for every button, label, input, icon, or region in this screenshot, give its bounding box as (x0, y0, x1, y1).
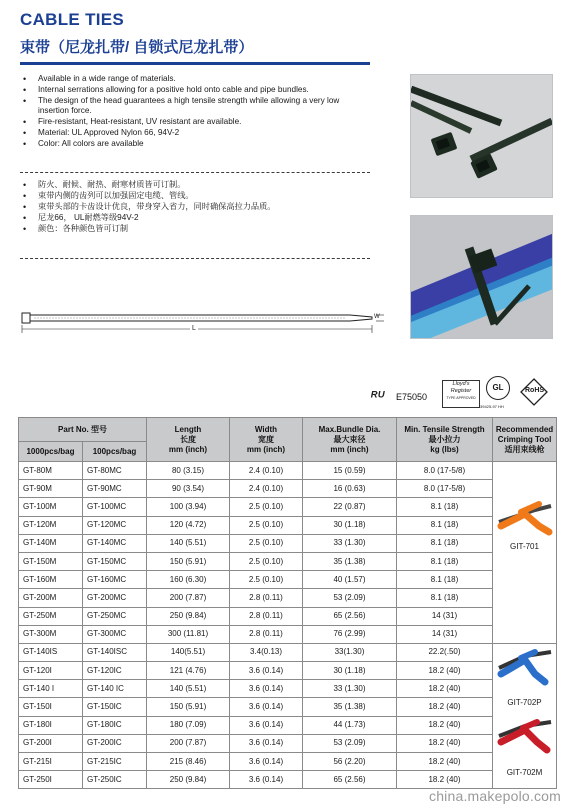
tensile-cell: 22.2(.50) (397, 643, 493, 661)
header-tool (493, 418, 557, 462)
header-bundle-en: Max.Bundle Dia. (318, 424, 381, 434)
table-row (19, 771, 557, 789)
gl-logo: GL (486, 376, 510, 400)
bundle-cell: 40 (1.57) (303, 571, 397, 589)
length-cell: 120 (4.72) (147, 516, 230, 534)
width-cell: 3.6 (0.14) (230, 753, 303, 771)
part-no-1000: GT-215I (19, 753, 83, 771)
header-width-unit: mm (inch) (246, 444, 286, 454)
header-tool-en2: Crimping Tool (497, 434, 552, 444)
bundle-cell: 56 (2.20) (303, 753, 397, 771)
tensile-cell: 14 (31) (397, 607, 493, 625)
part-no-1000: GT-100M (19, 498, 83, 516)
width-cell: 2.4 (0.10) (230, 462, 303, 480)
bundle-cell: 33(1.30) (303, 643, 397, 661)
feature-cn-item: • 束带内侧的齿列可以加强固定电缆、管线。 (20, 191, 372, 201)
part-no-100: GT-140MC (83, 534, 147, 552)
tensile-cell: 18.2 (40) (397, 716, 493, 734)
tool-cell-git-702 (493, 643, 557, 789)
tensile-cell: 8.1 (18) (397, 498, 493, 516)
watermark: china.makepolo.com (429, 788, 561, 804)
part-no-1000: GT-160M (19, 571, 83, 589)
length-cell: 215 (8.46) (147, 753, 230, 771)
part-no-100: GT-80MC (83, 462, 147, 480)
header-pack-1000: 1000pcs/bag (19, 442, 83, 462)
tensile-cell: 8.0 (17-5/8) (397, 480, 493, 498)
part-no-100: GT-200IC (83, 734, 147, 752)
part-no-100: GT-150IC (83, 698, 147, 716)
table-row (19, 753, 557, 771)
bundle-cell: 33 (1.30) (303, 534, 397, 552)
table-row (19, 462, 557, 480)
rohs-label: RoHS (525, 387, 545, 394)
header-length (147, 418, 230, 462)
part-no-100: GT-250MC (83, 607, 147, 625)
header-bundle-cn: 最大束径 (333, 434, 366, 444)
tensile-cell: 14 (31) (397, 625, 493, 643)
part-no-100: GT-160MC (83, 571, 147, 589)
part-no-100: GT-120IC (83, 662, 147, 680)
tensile-cell: 8.1 (18) (397, 516, 493, 534)
header-bundle (303, 418, 397, 462)
width-cell: 2.5 (0.10) (230, 498, 303, 516)
table-row (19, 534, 557, 552)
tensile-cell: 18.2 (40) (397, 662, 493, 680)
width-cell: 2.8 (0.11) (230, 625, 303, 643)
bundle-cell: 22 (0.87) (303, 498, 397, 516)
header-tensile-en: Min. Tensile Strength (404, 424, 485, 434)
header-width (230, 418, 303, 462)
table-row (19, 716, 557, 734)
part-no-1000: GT-90M (19, 480, 83, 498)
part-no-1000: GT-250M (19, 607, 83, 625)
header-length-cn: 长度 (180, 434, 196, 444)
feature-en-item: • Internal serrations allowing for a positive hold onto cable and pipe bundles. (20, 85, 372, 95)
table-row (19, 625, 557, 643)
cable-ties-photo (410, 74, 553, 198)
lloyds-line1: Lloyd's (452, 381, 470, 387)
header-tensile (397, 418, 493, 462)
length-cell: 140 (5.51) (147, 534, 230, 552)
table-row (19, 552, 557, 570)
width-label: W (374, 314, 380, 320)
tool-cell-git-701 (493, 462, 557, 644)
header-width-cn: 宽度 (258, 434, 274, 444)
header-tensile-unit: kg (lbs) (430, 444, 459, 454)
bundle-cell: 35 (1.38) (303, 698, 397, 716)
length-cell: 200 (7.87) (147, 734, 230, 752)
divider (20, 258, 370, 259)
tensile-cell: 8.1 (18) (397, 571, 493, 589)
table-row (19, 571, 557, 589)
table-row (19, 498, 557, 516)
part-no-100: GT-215IC (83, 753, 147, 771)
length-cell: 250 (9.84) (147, 771, 230, 789)
width-cell: 3.6 (0.14) (230, 716, 303, 734)
length-cell: 160 (6.30) (147, 571, 230, 589)
features-cn-list (20, 180, 372, 235)
length-label: L (192, 325, 196, 332)
crimping-tool-red-icon (495, 714, 555, 754)
bundle-cell: 30 (1.18) (303, 516, 397, 534)
tool-label: GIT-702M (506, 767, 543, 777)
table-row (19, 607, 557, 625)
length-cell: 140(5.51) (147, 643, 230, 661)
tensile-cell: 8.1 (18) (397, 589, 493, 607)
table-row (19, 662, 557, 680)
feature-cn-item: • 尼龙66， UL耐燃等级94V-2 (20, 213, 372, 223)
tool-label: GIT-702P (507, 697, 542, 707)
length-cell: 100 (3.94) (147, 498, 230, 516)
lloyds-line3: TYPE APPROVED (446, 396, 476, 400)
width-cell: 2.5 (0.10) (230, 534, 303, 552)
length-cell: 150 (5.91) (147, 552, 230, 570)
tensile-cell: 8.1 (18) (397, 534, 493, 552)
part-no-1000: GT-80M (19, 462, 83, 480)
ul-number: E75050 (396, 392, 428, 402)
width-cell: 2.8 (0.11) (230, 589, 303, 607)
feature-en-item: • Color: All colors are available (20, 139, 372, 149)
header-length-unit: mm (inch) (168, 444, 208, 454)
tensile-cell: 18.2 (40) (397, 680, 493, 698)
bundle-cell: 33 (1.30) (303, 680, 397, 698)
width-cell: 3.6 (0.14) (230, 734, 303, 752)
tool-label: GIT-701 (510, 542, 539, 551)
width-cell: 3.6 (0.14) (230, 680, 303, 698)
part-no-1000: GT-300M (19, 625, 83, 643)
part-no-100: GT-100MC (83, 498, 147, 516)
bundle-cell: 65 (2.56) (303, 771, 397, 789)
feature-cn-item: • 防火、耐候、耐热、耐寒材质皆可订制。 (20, 180, 372, 190)
bundle-cell: 76 (2.99) (303, 625, 397, 643)
spec-table (18, 417, 557, 789)
tensile-cell: 18.2 (40) (397, 698, 493, 716)
title-cn: 束带（尼龙扎带/ 自锁式尼龙扎带） (20, 39, 254, 56)
bundle-cell: 53 (2.09) (303, 734, 397, 752)
bundled-cables-photo (410, 215, 553, 339)
bundle-cell: 35 (1.38) (303, 552, 397, 570)
bundle-cell: 30 (1.18) (303, 662, 397, 680)
part-no-100: GT-200MC (83, 589, 147, 607)
width-cell: 3.6 (0.14) (230, 698, 303, 716)
part-no-1000: GT-120M (19, 516, 83, 534)
length-cell: 250 (9.84) (147, 607, 230, 625)
crimping-tool-blue-icon (495, 646, 555, 686)
features-en-list (20, 74, 372, 150)
width-cell: 2.5 (0.10) (230, 571, 303, 589)
feature-cn-item: • 颜色：各种颜色皆可订制 (20, 224, 372, 234)
tensile-cell: 8.0 (17-5/8) (397, 462, 493, 480)
part-no-100: GT-300MC (83, 625, 147, 643)
header-length-en: Length (174, 424, 202, 434)
ul-logo-icon: ᴿᵁ (370, 388, 385, 404)
tensile-cell: 18.2 (40) (397, 734, 493, 752)
part-no-100: GT-250IC (83, 771, 147, 789)
length-cell: 80 (3.15) (147, 462, 230, 480)
part-no-1000: GT-140M (19, 534, 83, 552)
header-bundle-unit: mm (inch) (330, 444, 369, 454)
table-row (19, 480, 557, 498)
header-part-no: Part No. 型号 (19, 418, 147, 442)
part-no-100: GT-180IC (83, 716, 147, 734)
length-cell: 90 (3.54) (147, 480, 230, 498)
width-cell: 2.5 (0.10) (230, 552, 303, 570)
tensile-cell: 18.2 (40) (397, 753, 493, 771)
header-width-en: Width (254, 424, 278, 434)
feature-cn-item: • 束带头部的卡齿设计优良，带身穿入省力，同时确保高拉力品质。 (20, 202, 372, 212)
length-cell: 150 (5.91) (147, 698, 230, 716)
gl-sub-label: 39425-97 HH (480, 404, 504, 409)
tensile-cell: 18.2 (40) (397, 771, 493, 789)
bundle-cell: 15 (0.59) (303, 462, 397, 480)
divider (20, 172, 370, 173)
bundle-cell: 44 (1.73) (303, 716, 397, 734)
certification-logos (370, 374, 556, 414)
length-cell: 121 (4.76) (147, 662, 230, 680)
table-row (19, 516, 557, 534)
header-tool-en1: Recommended (495, 424, 554, 434)
lloyds-register-logo (442, 380, 480, 408)
part-no-100: GT-140 IC (83, 680, 147, 698)
width-cell: 3.4(0.13) (230, 643, 303, 661)
length-cell: 300 (11.81) (147, 625, 230, 643)
feature-en-item: • Available in a wide range of materials. (20, 74, 372, 84)
width-cell: 3.6 (0.14) (230, 771, 303, 789)
width-cell: 2.8 (0.11) (230, 607, 303, 625)
part-no-1000: GT-250I (19, 771, 83, 789)
bundle-cell: 53 (2.09) (303, 589, 397, 607)
length-cell: 200 (7.87) (147, 589, 230, 607)
header-pack-100: 100pcs/bag (83, 442, 147, 462)
part-no-100: GT-90MC (83, 480, 147, 498)
tensile-cell: 8.1 (18) (397, 552, 493, 570)
rohs-logo (520, 378, 548, 406)
bundle-cell: 16 (0.63) (303, 480, 397, 498)
length-cell: 180 (7.09) (147, 716, 230, 734)
part-no-1000: GT-200I (19, 734, 83, 752)
crimping-tool-orange-icon (495, 496, 555, 536)
header-tensile-cn: 最小拉力 (428, 434, 461, 444)
width-cell: 2.5 (0.10) (230, 516, 303, 534)
width-cell: 3.6 (0.14) (230, 662, 303, 680)
part-no-100: GT-150MC (83, 552, 147, 570)
part-no-100: GT-140ISC (83, 643, 147, 661)
cable-tie-diagram (20, 305, 385, 335)
title-en: CABLE TIES (20, 10, 125, 29)
bundle-cell: 65 (2.56) (303, 607, 397, 625)
length-cell: 140 (5.51) (147, 680, 230, 698)
part-no-1000: GT-140 I (19, 680, 83, 698)
lloyds-line2: Register (450, 388, 472, 394)
part-no-1000: GT-150M (19, 552, 83, 570)
width-cell: 2.4 (0.10) (230, 480, 303, 498)
part-no-1000: GT-150I (19, 698, 83, 716)
table-row (19, 643, 557, 661)
part-no-100: GT-120MC (83, 516, 147, 534)
feature-en-item: • Material: UL Approved Nylon 66, 94V-2 (20, 128, 372, 138)
feature-en-item: • Fire-resistant, Heat-resistant, UV resistant are available. (20, 117, 372, 127)
table-row (19, 734, 557, 752)
part-no-1000: GT-200M (19, 589, 83, 607)
title-rule (20, 62, 370, 65)
feature-en-item: • The design of the head guarantees a high tensile strength while allowing a very low insertion force. (20, 96, 372, 117)
table-row (19, 698, 557, 716)
part-no-1000: GT-180I (19, 716, 83, 734)
table-row (19, 680, 557, 698)
part-no-1000: GT-120I (19, 662, 83, 680)
header-tool-cn: 适用束线枪 (504, 444, 545, 454)
part-no-1000: GT-140IS (19, 643, 83, 661)
table-row (19, 589, 557, 607)
